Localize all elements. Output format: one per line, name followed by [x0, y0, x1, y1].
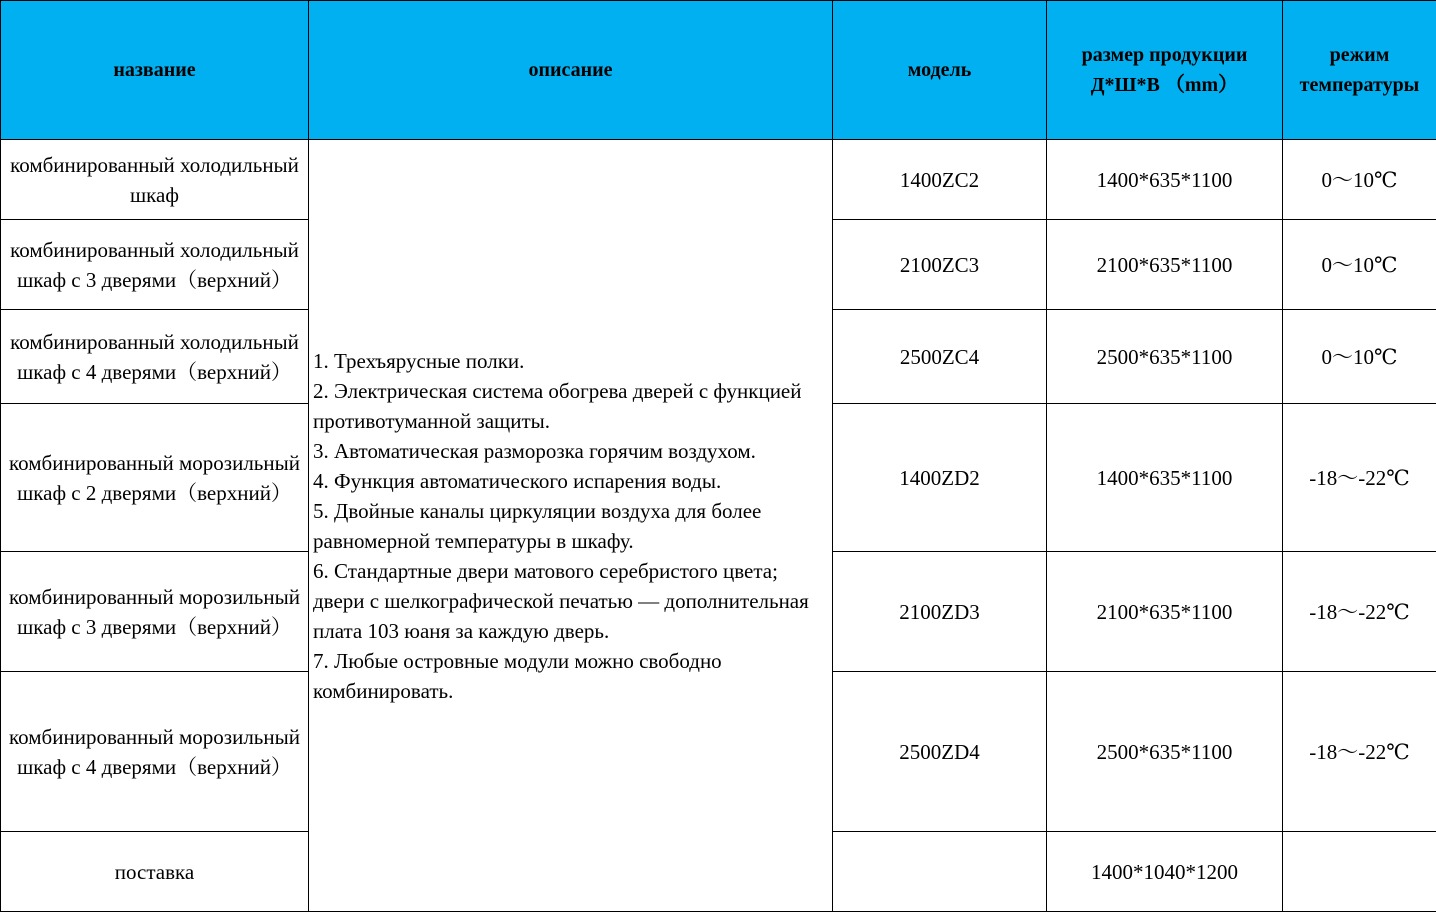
header-row: [1, 1, 1436, 140]
cell-model: 2100ZD3: [833, 552, 1047, 672]
name-text: комбинированный морозильный шкаф с 3 дверями（верхний）: [9, 584, 300, 639]
name-text: комбинированный морозильный шкаф с 4 дверями（верхний）: [9, 724, 300, 779]
name-text: комбинированный холодильный шкаф с 4 дверями（верхний）: [10, 329, 299, 384]
description-line: 2. Электрическая система обогрева дверей с функцией противотуманной защиты.: [313, 378, 807, 433]
table-row: [1, 140, 1436, 220]
cell-size: 1400*1040*1200: [1047, 832, 1283, 912]
cell-model: [833, 832, 1047, 912]
cell-name: [1, 310, 309, 404]
description-line: 5. Двойные каналы циркуляции воздуха для более равномерной температуры в шкафу.: [313, 498, 767, 553]
cell-size: 2500*635*1100: [1047, 310, 1283, 404]
cell-temperature: -18～-22℃: [1283, 552, 1436, 672]
cell-name: [1, 220, 309, 310]
cell-name: [1, 552, 309, 672]
name-text: комбинированный холодильный шкаф с 3 дверями（верхний）: [10, 237, 299, 292]
cell-model: 1400ZC2: [833, 140, 1047, 220]
cell-temperature: 0～10℃: [1283, 140, 1436, 220]
header-name: название: [1, 1, 309, 140]
cell-temperature: -18～-22℃: [1283, 672, 1436, 832]
cell-model: 1400ZD2: [833, 404, 1047, 552]
cell-size: 1400*635*1100: [1047, 140, 1283, 220]
cell-name: [1, 404, 309, 552]
description-line: 3. Автоматическая разморозка горячим воздухом.: [313, 438, 756, 463]
cell-name: [1, 140, 309, 220]
cell-size: 2500*635*1100: [1047, 672, 1283, 832]
cell-temperature: -18～-22℃: [1283, 404, 1436, 552]
cell-description: [309, 140, 833, 912]
cell-size: 1400*635*1100: [1047, 404, 1283, 552]
cell-model: 2500ZD4: [833, 672, 1047, 832]
cell-size: 2100*635*1100: [1047, 552, 1283, 672]
cell-temperature: 0～10℃: [1283, 220, 1436, 310]
cell-model: 2100ZC3: [833, 220, 1047, 310]
cell-name: [1, 832, 309, 912]
description-line: 4. Функция автоматического испарения воды.: [313, 468, 722, 493]
cell-size: 2100*635*1100: [1047, 220, 1283, 310]
name-text: поставка: [114, 859, 195, 884]
header-size: размер продукции Д*Ш*В （mm）: [1047, 1, 1283, 140]
description-line: 1. Трехъярусные полки.: [313, 348, 525, 373]
cell-name: [1, 672, 309, 832]
cell-temperature: [1283, 832, 1436, 912]
cell-temperature: 0～10℃: [1283, 310, 1436, 404]
description-line: 7. Любые островные модули можно свободно комбинировать.: [313, 648, 727, 703]
cell-model: 2500ZC4: [833, 310, 1047, 404]
description-line: 6. Стандартные двери матового серебристого цвета; двери с шелкографической печатью — дополнительная плата 103 юаня за каждую дверь.: [313, 558, 815, 643]
name-text: комбинированный морозильный шкаф с 2 дверями（верхний）: [9, 450, 300, 505]
header-description: описание: [309, 1, 833, 140]
header-temperature: режим температуры: [1283, 1, 1436, 140]
header-model: модель: [833, 1, 1047, 140]
name-text: комбинированный холодильный шкаф: [10, 152, 299, 207]
